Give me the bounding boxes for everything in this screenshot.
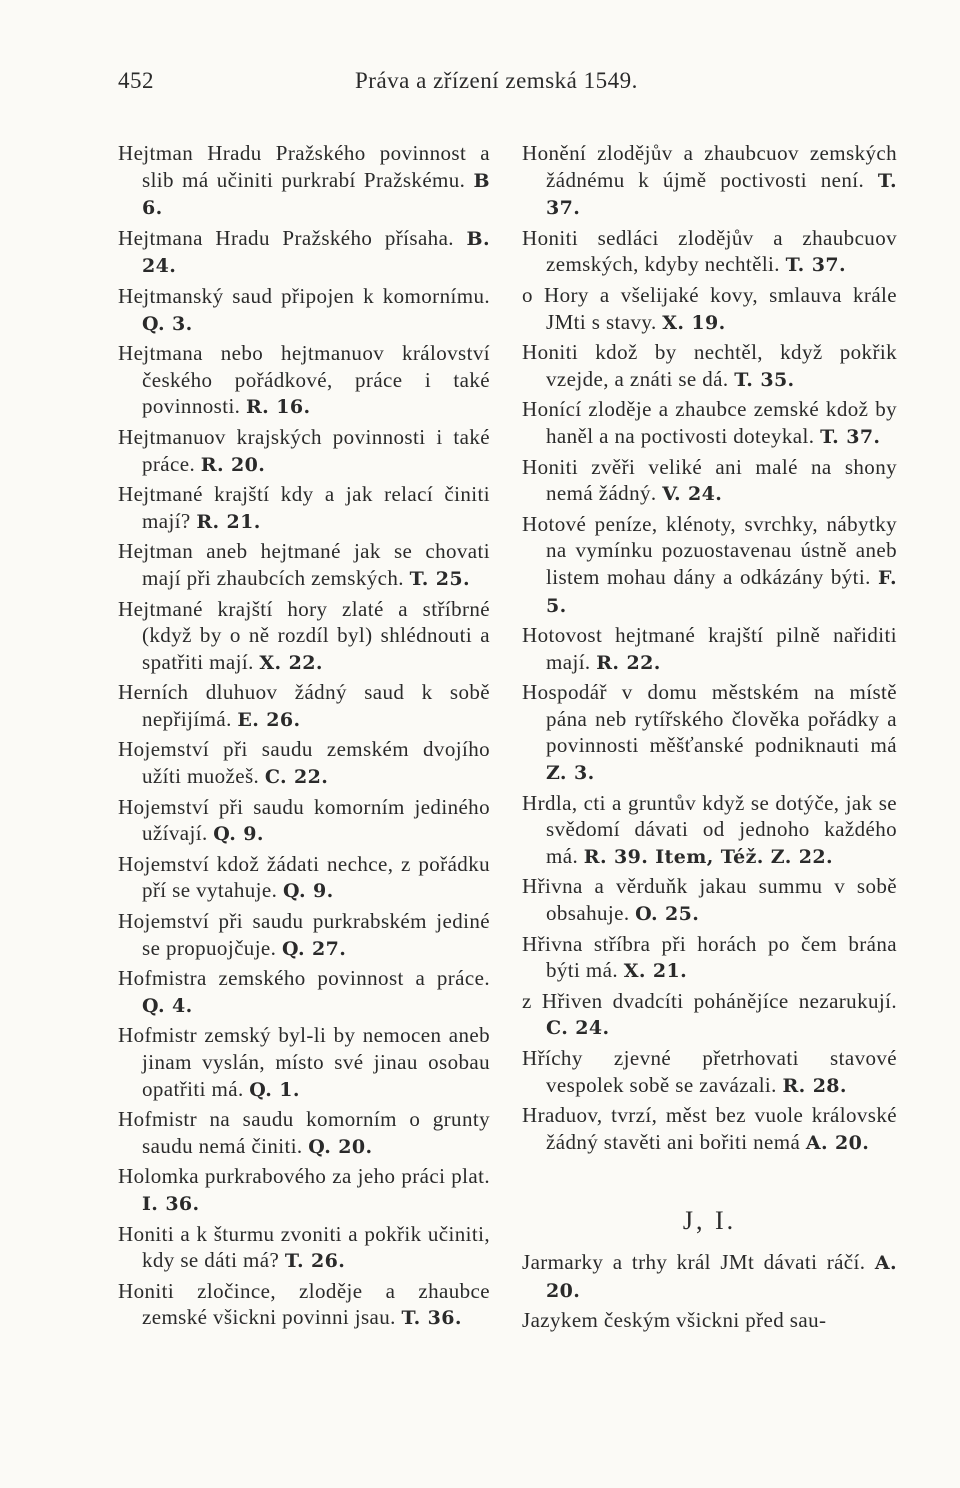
entry-text: Jazykem českým všickni před sau-: [522, 1308, 827, 1333]
entry-text: Hojemství při saudu purkrabském jediné se propuojčuje.: [118, 909, 490, 960]
index-entry: [118, 481, 490, 535]
right-column: [522, 140, 897, 1337]
index-entry: [118, 908, 490, 962]
entry-reference: T. 37.: [785, 254, 846, 277]
entry-reference: B 6.: [142, 169, 490, 220]
entry-text: Hejtmana Hradu Pražského přísaha.: [118, 225, 454, 250]
entry-reference: I. 36.: [142, 1192, 200, 1215]
entry-reference: C. 22.: [264, 766, 329, 789]
left-column: [118, 140, 490, 1335]
index-entry: [118, 1022, 490, 1103]
entry-reference: E. 26.: [237, 708, 301, 731]
entry-text: Hospodář v domu městském na místě pána neb rytířského člověka pořádky a povinnosti měšťanské podniknauti má: [522, 680, 897, 758]
entry-text: Hejtmanuov krajských povinnosti i také práce.: [118, 424, 490, 476]
entry-reference: T. 26.: [284, 1250, 346, 1273]
entry-reference: R. 28.: [782, 1074, 847, 1097]
entry-text: Hřivna a věrduňk jakau summu v sobě obsahuje.: [522, 874, 897, 926]
entry-reference: V. 24.: [662, 483, 723, 506]
entry-text: Hotovost hejtmané krajští pilně nařiditi mají.: [522, 623, 897, 674]
entry-reference: R. 22.: [596, 651, 661, 674]
entry-reference: R. 16.: [245, 396, 311, 419]
index-entry: [118, 283, 490, 337]
index-entry: [118, 1278, 490, 1332]
index-entry: [118, 140, 490, 222]
entry-text: Honiti a k šturmu zvoniti a pokřik učiniti, kdy se dáti má?: [118, 1221, 490, 1273]
entry-reference: Q. 4.: [142, 994, 193, 1017]
index-entry: [522, 679, 897, 786]
entry-reference: R. 21.: [196, 510, 261, 533]
index-entry: [522, 1102, 897, 1156]
entry-text: Hojemství při saudu komorním jediného užívají.: [118, 794, 490, 846]
entry-text: Hejtmana nebo hejtmanuov království českého pořádkové, práce i také povinnosti.: [118, 341, 490, 419]
index-entry: [118, 851, 490, 905]
entry-text: Hofmistr zemský byl-li by nemocen aneb jinam vyslán, místo své jinau osobau opatřiti má.: [118, 1023, 490, 1101]
entry-text: Hrdla, cti a gruntův když se dotýče, jak se svědomí dávati od jednoho každého má.: [522, 790, 897, 868]
index-entry: [118, 965, 490, 1019]
entry-text: Hotové peníze, klénoty, svrchky, nábytky na vymínku pozuostavenau ústně aneb listem mohau dány a odkázány býti.: [522, 511, 897, 589]
entry-text: o Hory a všelijaké kovy, smlauva krále JMti s stavy.: [522, 282, 897, 334]
index-entry: [522, 1307, 897, 1334]
entry-reference: T. 36.: [401, 1307, 462, 1330]
section-heading: J, I.: [682, 1206, 737, 1236]
entry-reference: R. 20.: [200, 453, 266, 476]
entry-text: Hejtmané krajští kdy a jak relací činiti mají?: [118, 482, 490, 533]
page-header: [118, 68, 896, 108]
entry-text: Hojemství při saudu zemském dvojího užíti muožeš.: [118, 737, 490, 789]
index-entry: [522, 1249, 897, 1304]
entry-reference: C. 24.: [546, 1017, 610, 1040]
index-entry: [118, 1163, 490, 1217]
entry-text: Hříchy zjevné přetrhovati stavové vespolek sobě se zavázali.: [522, 1046, 897, 1097]
entry-text: Honiti sedláci zlodějův a zhaubcuov zemských, kdyby nechtěli.: [522, 225, 897, 277]
running-title: Práva a zřízení zemská 1549.: [355, 68, 638, 93]
entry-text: Honění zlodějův a zhaubcuov zemských žádnému k újmě poctivosti není.: [522, 141, 897, 192]
index-entry: [522, 931, 897, 985]
entry-reference: X. 19.: [662, 311, 726, 334]
index-entry: [118, 1221, 490, 1275]
index-entry: [522, 225, 897, 279]
index-entry: [118, 736, 490, 790]
entry-text: Honiti kdož by nechtěl, když pokřik vzejde, a znáti se dá.: [522, 340, 897, 391]
index-entry: [522, 396, 897, 450]
index-entry: [118, 225, 490, 280]
right-column-entries: [522, 140, 897, 1156]
entry-reference: O. 25.: [635, 903, 700, 926]
entry-reference: F. 5.: [546, 566, 897, 617]
entry-text: Hofmistra zemského povinnost a práce.: [118, 966, 490, 991]
index-entry: [522, 511, 897, 619]
index-entry: [118, 794, 490, 848]
entry-text: Hojemství kdož žádati nechce, z pořádku pří se vytahuje.: [118, 851, 490, 903]
entry-reference: Z. 3.: [546, 762, 595, 785]
entry-text: z Hřiven dvadcíti pohánějíce nezarukují.: [522, 988, 897, 1013]
entry-text: Honiti zvěři veliké ani malé na shony nemá žádný.: [522, 454, 897, 506]
entry-reference: A. 20.: [805, 1131, 870, 1154]
right-column-entries-after-heading: [522, 1249, 897, 1334]
entry-text: Holomka purkrabového za jeho práci plat.: [118, 1164, 490, 1189]
index-entry: [118, 424, 490, 478]
page-number: 452: [118, 68, 154, 93]
index-entry: [118, 1106, 490, 1160]
entry-reference: T. 35.: [734, 368, 795, 391]
index-entry: [118, 538, 490, 592]
entry-text: Herních dluhuov žádný saud k sobě nepřijímá.: [118, 680, 490, 731]
index-entry: [522, 988, 897, 1042]
entry-text: Hofmistr na saudu komorním o grunty saudu nemá činiti.: [118, 1107, 490, 1158]
entry-reference: Q. 1.: [249, 1078, 300, 1101]
index-entry: [522, 622, 897, 676]
index-entry: [522, 873, 897, 927]
index-entry: [118, 679, 490, 733]
entry-reference: Q. 9.: [282, 880, 334, 903]
index-entry: [118, 340, 490, 421]
entry-text: Hejtmanský saud připojen k komornímu.: [118, 283, 490, 308]
entry-reference: Q. 27.: [281, 937, 347, 960]
index-entry: [118, 596, 490, 677]
entry-reference: T. 25.: [409, 567, 470, 590]
index-entry: [522, 1045, 897, 1099]
index-entry: [522, 790, 897, 871]
entry-reference: R. 39. Item, Též. Z. 22.: [583, 845, 834, 868]
entry-reference: Q. 9.: [213, 823, 264, 846]
entry-reference: T. 37.: [820, 425, 881, 448]
index-entry: [522, 282, 897, 336]
entry-text: Hejtman Hradu Pražského povinnost a slib má učiniti purkrabí Pražskému.: [118, 141, 490, 192]
entry-text: Hejtman aneb hejtmané jak se chovati mají při zhaubcích zemských.: [118, 539, 490, 590]
entry-reference: B. 24.: [142, 227, 491, 278]
entry-text: Hřivna stříbra při horách po čem brána býti má.: [522, 931, 897, 983]
entry-reference: A. 20.: [546, 1251, 897, 1302]
entry-reference: X. 22.: [259, 651, 323, 674]
entry-text: Honící zloděje a zhaubce zemské kdož by haněl a na poctivosti doteykal.: [522, 397, 897, 448]
entry-text: Jarmarky a trhy král JMt dávati ráčí.: [522, 1249, 866, 1274]
entry-reference: Q. 3.: [142, 312, 193, 335]
entry-text: Honiti zločince, zloděje a zhaubce zemské všickni povinni jsau.: [118, 1278, 490, 1330]
entry-reference: Q. 20.: [308, 1135, 373, 1158]
index-entry: [522, 454, 897, 508]
index-entry: [522, 140, 897, 222]
entry-reference: X. 21.: [623, 960, 688, 983]
entry-text: Hraduov, tvrzí, měst bez vuole královské žádný stavěti ani bořiti nemá: [522, 1103, 897, 1154]
entry-reference: T. 37.: [546, 169, 897, 220]
entry-text: Hejtmané krajští hory zlaté a stříbrné (když by o ně rozdíl byl) shlédnouti a spatřiti mají.: [118, 596, 490, 674]
index-entry: [522, 339, 897, 393]
